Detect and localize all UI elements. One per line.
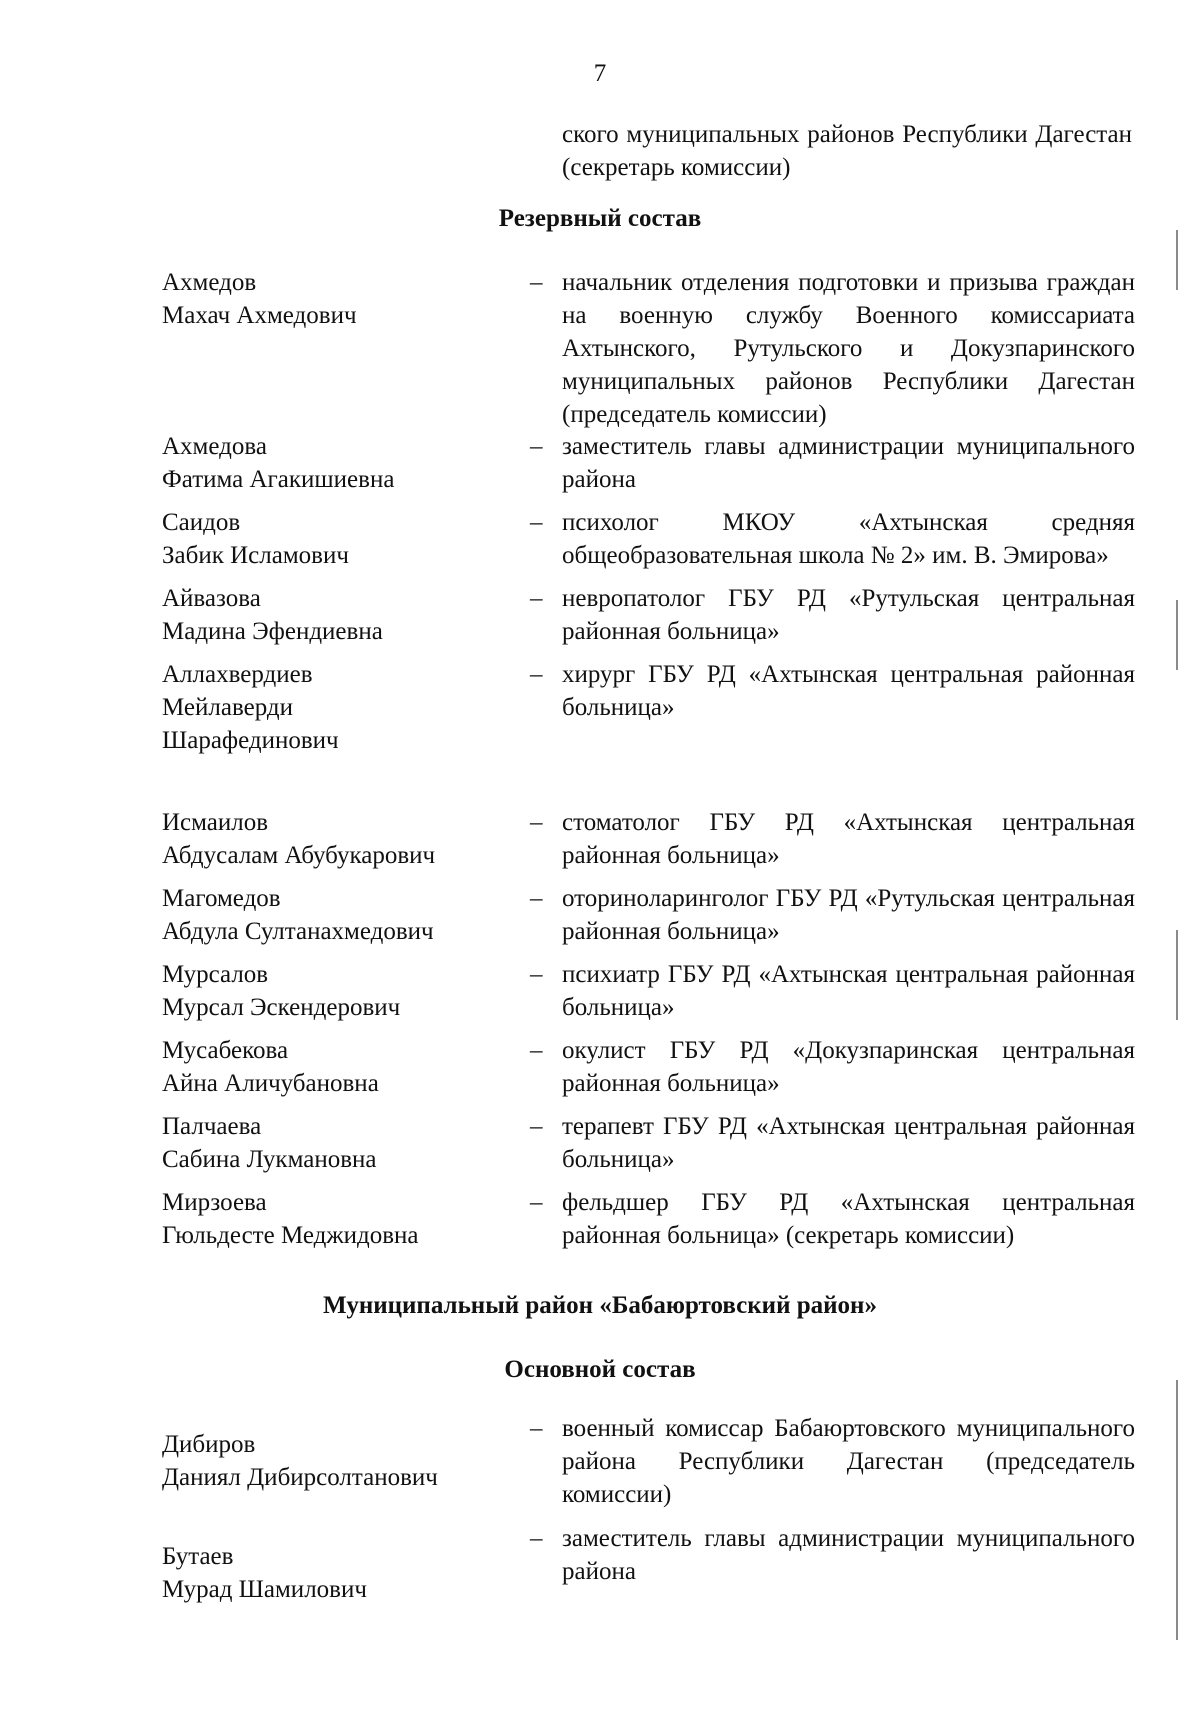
dash: – (530, 885, 543, 912)
member-surname: Исмаилов (162, 809, 269, 836)
member-role-text: невропатолог ГБУ РД «Рутульская центральная районная больница» (562, 585, 1135, 645)
member-role (530, 1412, 1135, 1511)
member-role-text: окулист ГБУ РД «Докузпаринская центральная районная больница» (562, 1037, 1135, 1097)
member-given-name: Даниял Дибирсолтанович (162, 1464, 438, 1491)
member-surname: Дибиров (162, 1431, 256, 1458)
member-name (162, 506, 522, 572)
member-role (530, 266, 1135, 431)
member-name (162, 582, 522, 648)
dash: – (530, 809, 543, 836)
member-role (530, 882, 1135, 948)
member-role-text: фельдшер ГБУ РД «Ахтынская центральная районная больница» (секретарь комиссии) (562, 1189, 1135, 1249)
member-given-name: Мейлаверди Шарафединович (162, 694, 339, 754)
member-surname: Айвазова (162, 585, 261, 612)
dash: – (530, 585, 543, 612)
dash: – (530, 1525, 543, 1552)
scan-artifact-line (1176, 930, 1178, 1020)
member-surname: Мусабекова (162, 1037, 289, 1064)
member-role (530, 582, 1135, 648)
member-given-name: Абдусалам Абубукарович (162, 842, 436, 869)
member-role (530, 430, 1135, 496)
dash: – (530, 1189, 543, 1216)
member-name (162, 1186, 522, 1252)
member-name (162, 430, 522, 496)
district-heading: Муниципальный район «Бабаюртовский район» (323, 1292, 877, 1319)
member-name (162, 1540, 522, 1606)
member-surname: Мурсалов (162, 961, 269, 988)
scan-artifact-line (1176, 600, 1178, 670)
member-role (530, 506, 1135, 572)
member-name (162, 1428, 522, 1494)
member-surname: Палчаева (162, 1113, 262, 1140)
member-name (162, 958, 522, 1024)
continuation-text: ского муниципальных районов Республики Дагестан (секретарь комиссии) (562, 121, 1132, 181)
member-surname: Аллахвердиев (162, 661, 313, 688)
member-role (530, 1034, 1135, 1100)
member-surname: Саидов (162, 509, 241, 536)
member-role (530, 1110, 1135, 1176)
member-given-name: Абдула Султанахмедович (162, 918, 434, 945)
member-name (162, 1034, 522, 1100)
member-role-text: психолог МКОУ «Ахтынская средняя общеобразовательная школа № 2» им. В. Эмирова» (562, 509, 1135, 569)
dash: – (530, 1113, 543, 1140)
section-heading-main: Основной состав (504, 1356, 696, 1383)
member-role-text: психиатр ГБУ РД «Ахтынская центральная районная больница» (562, 961, 1135, 1021)
member-surname: Мирзоева (162, 1189, 267, 1216)
member-name (162, 1110, 522, 1176)
scan-artifact-line (1176, 1380, 1178, 1640)
member-surname: Бутаев (162, 1543, 234, 1570)
page-number: 7 (593, 60, 607, 87)
member-role (530, 658, 1135, 724)
member-given-name: Айна Аличубановна (162, 1070, 379, 1097)
scan-artifact-line (1176, 230, 1178, 290)
member-given-name: Фатима Агакишиевна (162, 466, 395, 493)
member-role-text: стоматолог ГБУ РД «Ахтынская центральная районная больница» (562, 809, 1135, 869)
member-role-text: начальник отделения подготовки и призыва граждан на военную службу Военного комиссариата Ахтынского, Рутульского и Докузпаринского муниципальных районов Республики Дагестан (председатель комиссии) (562, 269, 1135, 428)
dash: – (530, 1415, 543, 1442)
member-role (530, 806, 1135, 872)
member-given-name: Гюльдесте Меджидовна (162, 1222, 419, 1249)
section-heading-reserve: Резервный состав (498, 205, 702, 232)
member-role-text: заместитель главы администрации муниципального района (562, 1525, 1135, 1585)
member-given-name: Мурсал Эскендерович (162, 994, 401, 1021)
dash: – (530, 961, 543, 988)
dash: – (530, 269, 543, 296)
dash: – (530, 661, 543, 688)
member-role-text: заместитель главы администрации муниципального района (562, 433, 1135, 493)
member-name (162, 658, 522, 757)
member-role (530, 1522, 1135, 1588)
member-surname: Магомедов (162, 885, 281, 912)
member-given-name: Сабина Лукмановна (162, 1146, 377, 1173)
member-given-name: Мурад Шамилович (162, 1576, 367, 1603)
member-role (530, 1186, 1135, 1252)
member-role (530, 958, 1135, 1024)
member-name (162, 806, 522, 872)
member-name (162, 882, 522, 948)
member-surname: Ахмедов (162, 269, 257, 296)
dash: – (530, 433, 543, 460)
member-role-text: военный комиссар Бабаюртовского муниципального района Республики Дагестан (председатель комиссии) (562, 1415, 1135, 1508)
member-surname: Ахмедова (162, 433, 267, 460)
member-role-text: оториноларинголог ГБУ РД «Рутульская центральная районная больница» (562, 885, 1135, 945)
member-role-text: терапевт ГБУ РД «Ахтынская центральная районная больница» (562, 1113, 1135, 1173)
member-role-text: хирург ГБУ РД «Ахтынская центральная районная больница» (562, 661, 1135, 721)
member-given-name: Махач Ахмедович (162, 302, 357, 329)
dash: – (530, 509, 543, 536)
member-given-name: Мадина Эфендиевна (162, 618, 383, 645)
dash: – (530, 1037, 543, 1064)
member-name (162, 266, 522, 332)
member-given-name: Забик Исламович (162, 542, 349, 569)
